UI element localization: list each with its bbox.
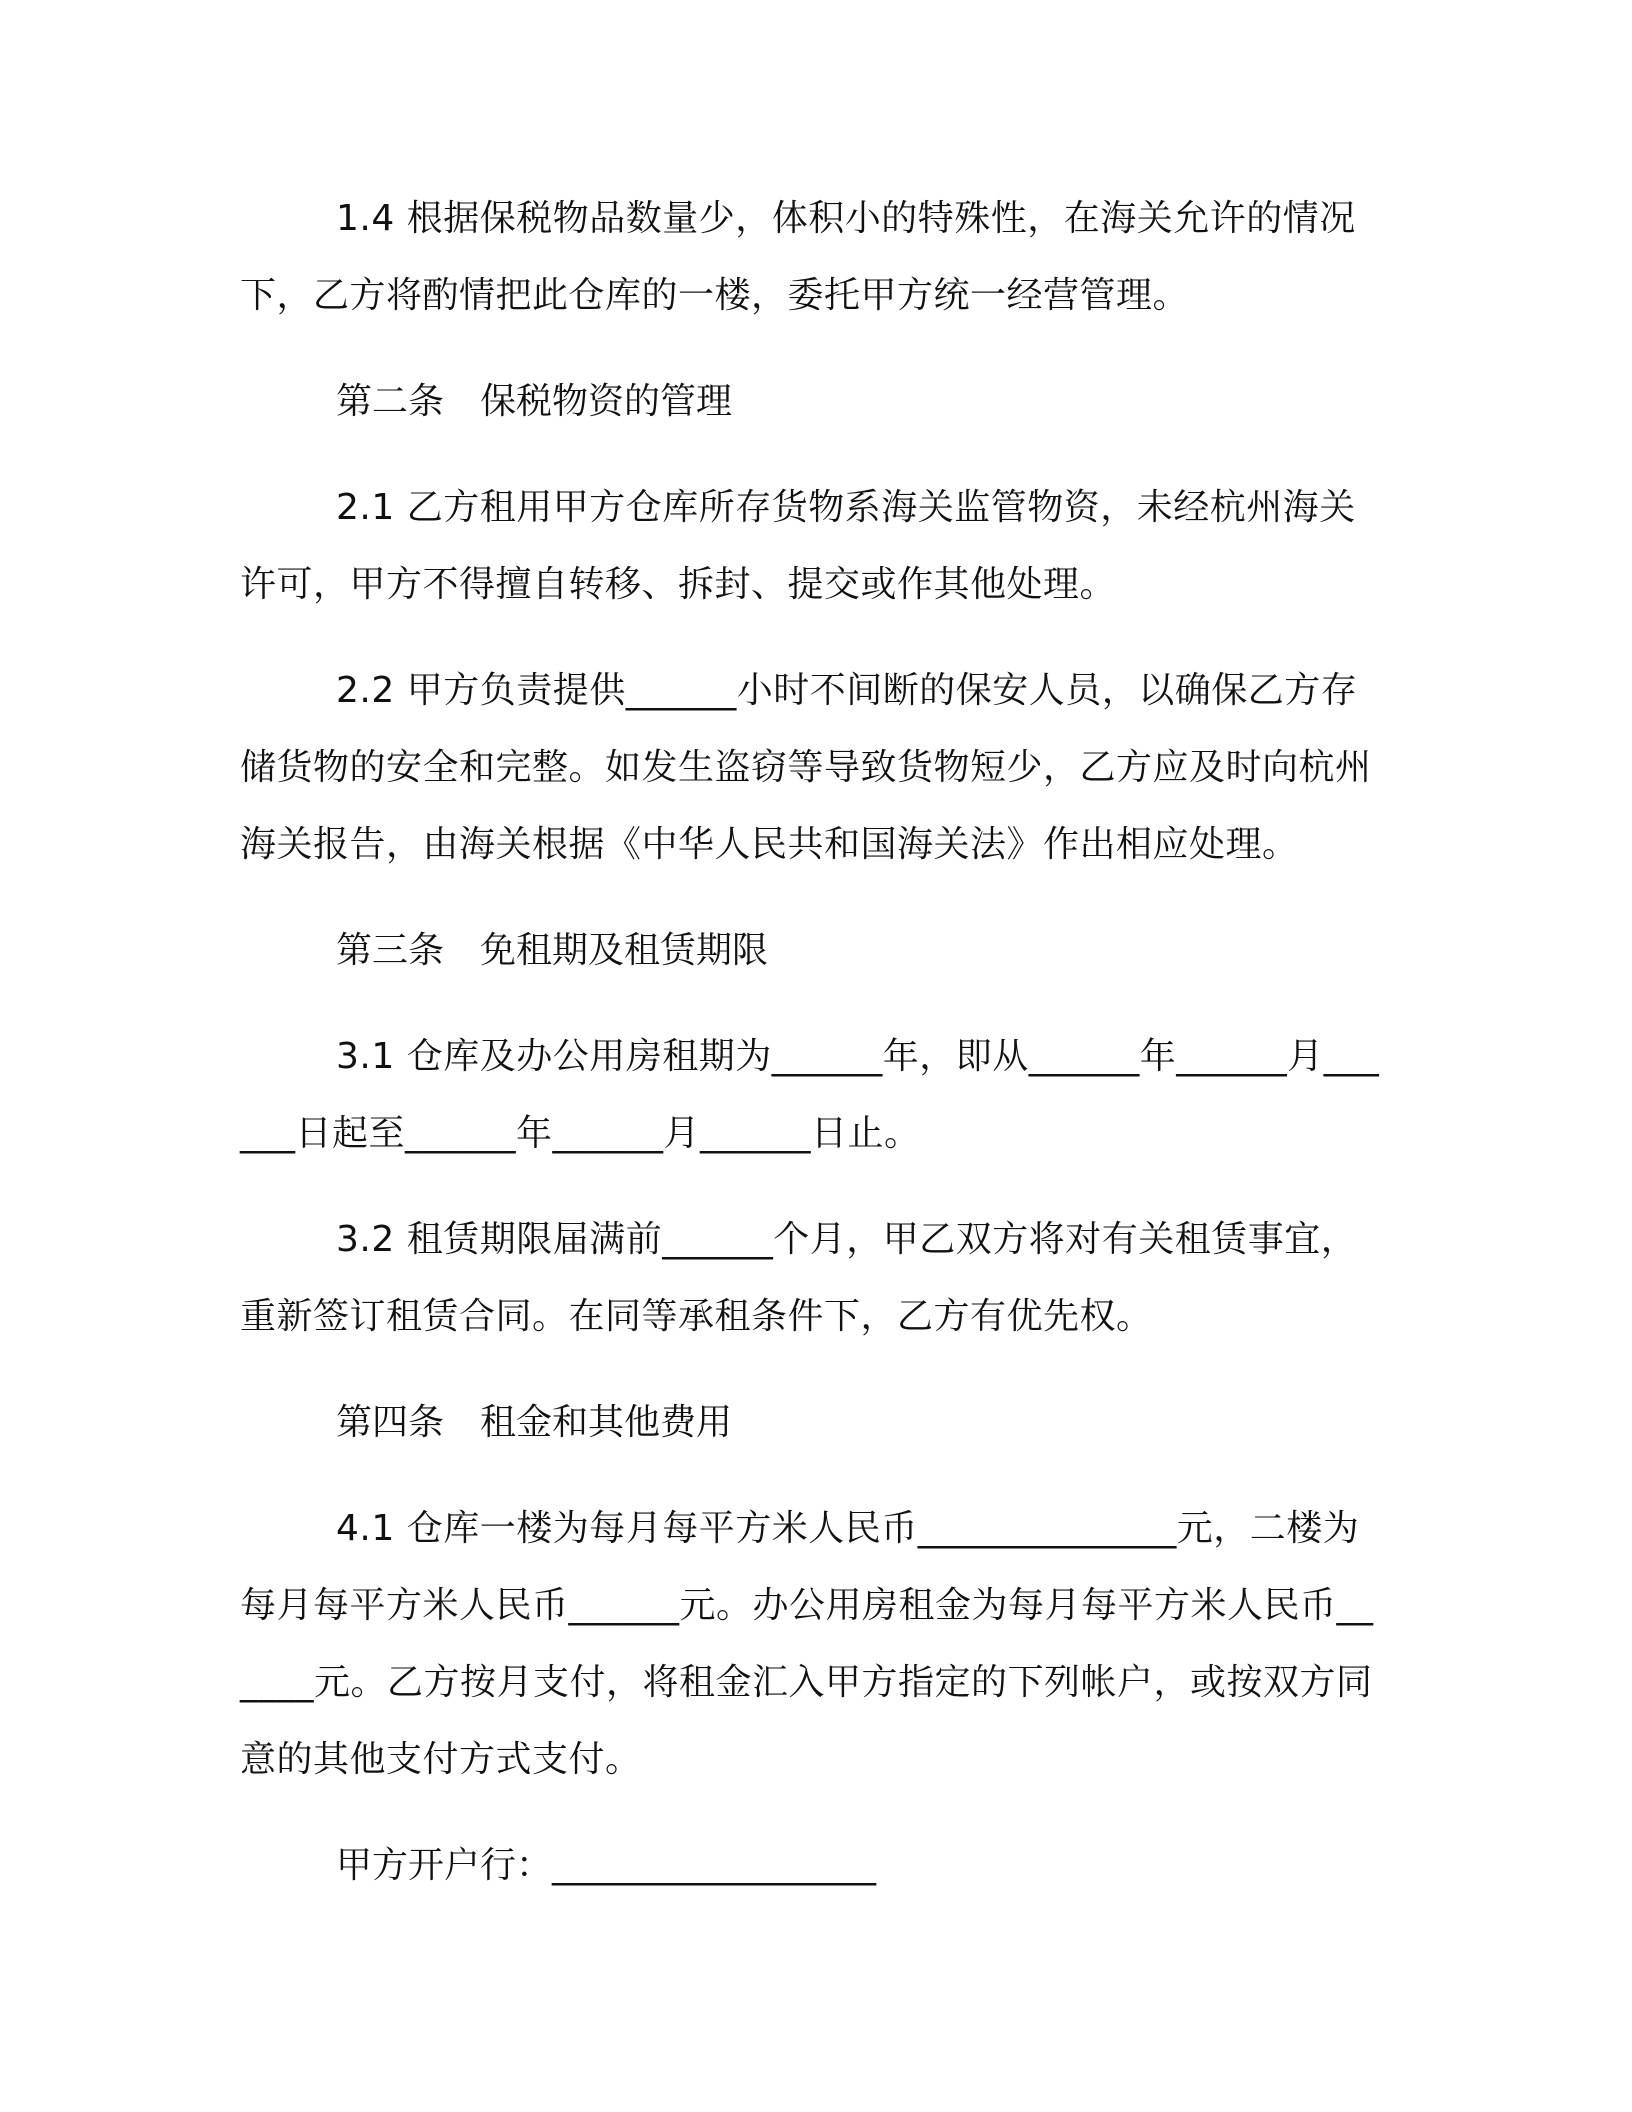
clause-2-2: 2.2 甲方负责提供______小时不间断的保安人员，以确保乙方存储货物的安全和完整。如发生盗窃等导致货物短少，乙方应及时向杭州海关报告，由海关根据《中华人民共和国海关法》作出相应处理。 bbox=[240, 670, 1372, 865]
article-3-heading: 第三条 免租期及租赁期限 bbox=[336, 930, 769, 971]
clause-2-1: 2.1 乙方租用甲方仓库所存货物系海关监管物资，未经杭州海关许可，甲方不得擅自转移、拆封、提交或作其他处理。 bbox=[240, 487, 1356, 605]
clause-3-1: 3.1 仓库及办公用房租期为______年，即从______年______月______日起至______年______月______日止。 bbox=[240, 1036, 1380, 1154]
clause-1-4: 1.4 根据保税物品数量少，体积小的特殊性，在海关允许的情况下，乙方将酌情把此仓库的一楼，委托甲方统一经营管理。 bbox=[240, 198, 1356, 316]
party-a-bank-line: 甲方开户行：__________________ bbox=[336, 1845, 877, 1886]
clause-4-1: 4.1 仓库一楼为每月每平方米人民币______________元，二楼为每月每平方米人民币______元。办公用房租金为每月每平方米人民币______元。乙方按月支付，将租金汇入甲方指定的下列帐户，或按双方同意的其他支付方式支付。 bbox=[240, 1508, 1374, 1780]
article-2-heading: 第二条 保税物资的管理 bbox=[336, 381, 733, 422]
document-page bbox=[240, 180, 1380, 1904]
clause-3-2: 3.2 租赁期限届满前______个月，甲乙双方将对有关租赁事宜，重新签订租赁合同。在同等承租条件下，乙方有优先权。 bbox=[240, 1219, 1358, 1337]
article-4-heading: 第四条 租金和其他费用 bbox=[336, 1402, 733, 1443]
